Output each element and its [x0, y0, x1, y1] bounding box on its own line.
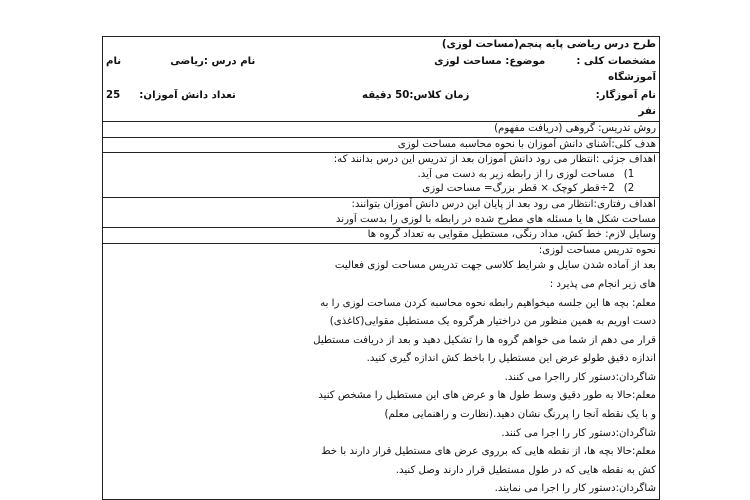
- teaching-heading: نحوه تدریس مساحت لوزی:: [538, 244, 656, 256]
- teaching-p2b: دست اوریم به همین منظور من دراختیار هرگروه یک مستطیل مقوایی(کاغذی): [329, 316, 656, 328]
- teaching-row: [103, 244, 659, 499]
- school-word: آموزشگاه: [608, 72, 656, 84]
- header-block: [103, 37, 659, 122]
- lesson-plan-page: [102, 36, 660, 495]
- behavioral-goals-line-1: اهداف رفتاری:انتظار می رود بعد از پایان این درس دانش آموزان بتوانند:: [351, 198, 656, 210]
- general-goal-text: هدف کلی:آشنای دانش آموزان با نحوه محاسبه مساحت لوزی: [397, 138, 656, 150]
- class-time-label: زمان کلاس:50 دقیقه: [362, 89, 470, 101]
- partial-goal-num-2: 2): [623, 183, 635, 195]
- materials-text: وسایل لازم: خط کش، مداد رنگی، مستطیل مقوایی به تعداد گروه ها: [367, 229, 656, 241]
- subject-label: موضوع: مساحت لوزی: [434, 55, 546, 67]
- teaching-p4a: معلم:حالا بچه ها، از نقطه هایی که برروی عرض های مستطیل قرار دارند با خط: [321, 446, 656, 458]
- partial-goals-intro: اهداف جزئی :انتظار می رود دانش آموزان بعد از تدریس این درس بدانند که:: [333, 154, 656, 166]
- school-name-label: نام: [106, 55, 122, 67]
- method-text: روش تدریس: گروهی (دریافت مفهوم): [494, 122, 656, 134]
- partial-goal-item-1: [106, 168, 656, 183]
- behavioral-goals-line-2: مساحت شکل ها یا مسئله های مطرح شده در رابطه با لوزی را بدست آورند: [335, 213, 656, 225]
- behavioral-goals-row: [103, 198, 659, 228]
- teaching-p2c: قرار می دهم از شما می خواهم گروه ها را تشکیل دهید و بعد از دریافت مستطیل: [313, 334, 656, 346]
- student-count-label: تعداد دانش آموزان:: [139, 89, 236, 101]
- teaching-p2a: معلم: بچه ها این جلسه میخواهیم رابطه نحوه محاسبه کردن مساحت لوزی را به: [320, 297, 656, 309]
- teaching-p1b: های زیر انجام می پذیرد :: [549, 278, 656, 290]
- partial-goal-text-1: مساحت لوزی را از رابطه زیر به دست می آید.: [417, 168, 615, 180]
- teaching-p4b: کش به نقطه هایی که در طول مستطیل قرار دارند وصل کنید.: [395, 464, 656, 476]
- teaching-p3a: معلم:حالا به طور دقیق وسط طول ها و عرض های این مستطیل را مشخص کنید: [318, 390, 656, 402]
- unit-label: نفر: [638, 106, 656, 118]
- teaching-p2d: اندازه دقیق طولو عرض این مستطیل را باخط کش اندازه گیری کنید.: [366, 353, 656, 365]
- teaching-s1: شاگردان:دستور کار رااجرا می کنند.: [504, 371, 656, 383]
- student-count-value: 25: [106, 89, 121, 101]
- teaching-p1a: بعد از آماده شدن سایل و شرایط کلاسی جهت تدریس مساحت لوزی فعالیت: [334, 260, 656, 272]
- partial-goal-num-1: 1): [623, 168, 635, 180]
- partial-goals-row: [103, 153, 659, 198]
- lesson-name-label: نام درس :ریاضی: [170, 55, 256, 67]
- overall-spec-line: [106, 55, 656, 70]
- teaching-s2: شاگردان:دستور کار را اجرا می کنند.: [501, 427, 656, 439]
- method-row: [103, 122, 659, 138]
- general-goal-row: [103, 138, 659, 154]
- partial-goal-text-2: 2÷قطر کوچک × قطر بزرگ= مساحت لوزی: [422, 183, 615, 195]
- lesson-plan-table: [102, 36, 660, 500]
- partial-goal-item-2: [106, 182, 656, 197]
- teacher-name-label: نام آموزگار:: [595, 89, 656, 101]
- overall-spec-label: مشخصات کلی :: [576, 55, 656, 67]
- plan-title: طرح درس ریاضی پایه پنجم(مساحت لوزی): [441, 39, 656, 50]
- teacher-line: [106, 89, 656, 104]
- teaching-p3b: و با یک نقطه آنجا را پررنگ نشان دهید.(نظارت و راهنمایی معلم): [384, 409, 656, 421]
- teaching-s3: شاگردان:دستور کار را اجرا می نمایند.: [494, 483, 656, 495]
- materials-row: [103, 228, 659, 244]
